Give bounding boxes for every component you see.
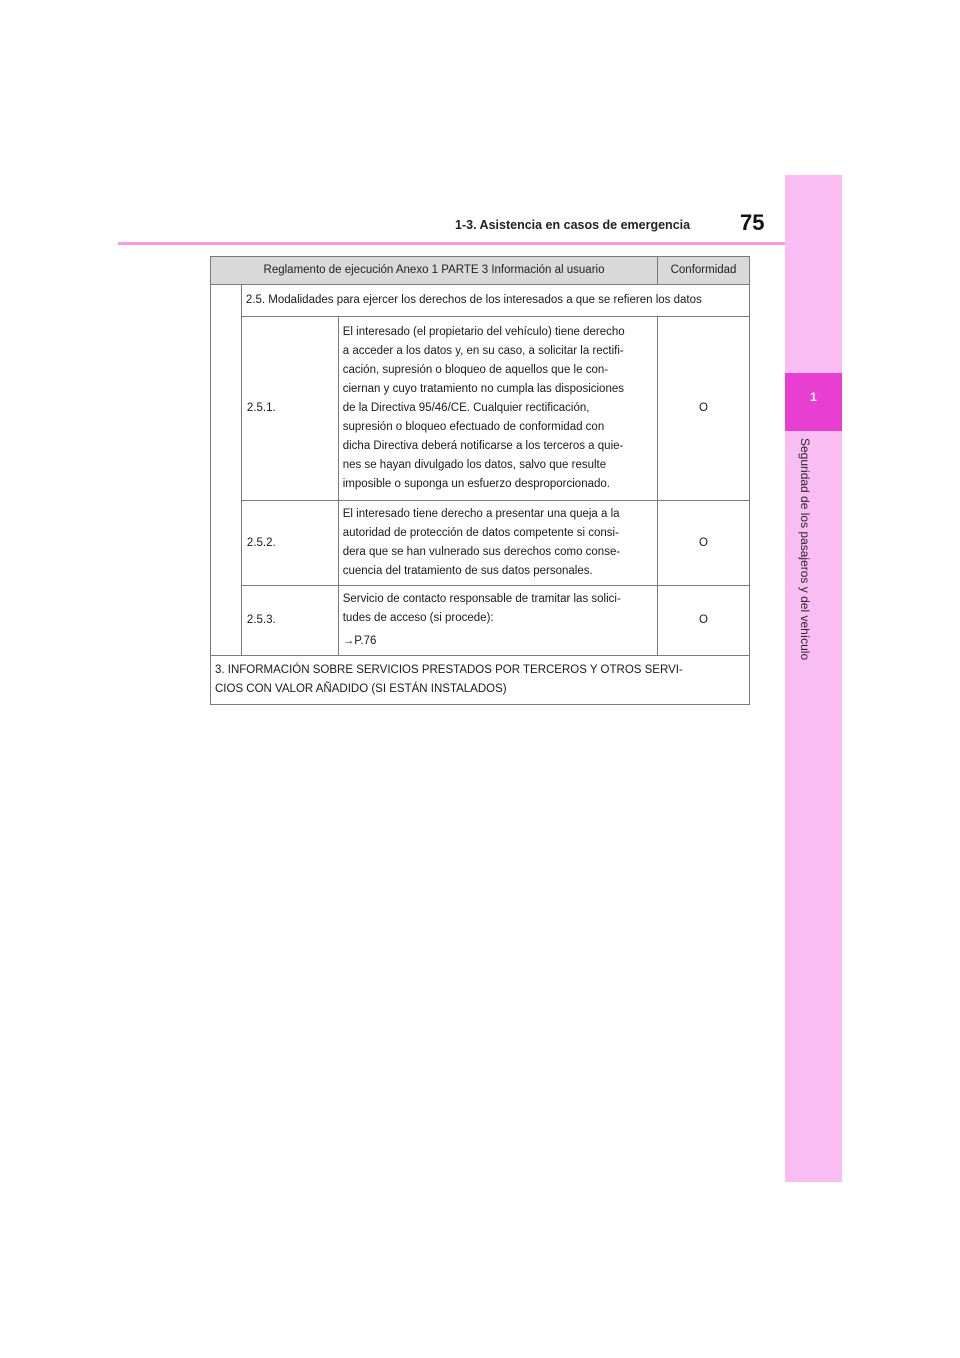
col-header-conformity: Conformidad <box>658 257 750 285</box>
section-3-title <box>211 656 750 705</box>
text-line: El interesado (el propietario del vehículo) tiene derecho <box>342 326 625 338</box>
text-line: dicha Directiva deberá notificarse a los terceros a quie- <box>342 440 624 452</box>
section-title: 1-3. Asistencia en casos de emergencia <box>455 218 691 232</box>
table-row <box>211 317 750 501</box>
text-line: CIOS CON VALOR AÑADIDO (SI ESTÁN INSTALADOS) <box>215 683 507 695</box>
table-row <box>211 656 750 705</box>
text-line: nes se hayan divulgado los datos, salvo que resulte <box>342 459 607 471</box>
text-line: Servicio de contacto responsable de tramitar las solici- <box>342 593 621 605</box>
text-line: de la Directiva 95/46/CE. Cualquier rectificación, <box>342 402 590 414</box>
table-row <box>211 586 750 656</box>
text-line: dera que se han vulnerado sus derechos como conse- <box>342 546 621 558</box>
text-line: supresión o bloqueo efectuado de conformidad con <box>342 421 605 433</box>
text-line: 3. INFORMACIÓN SOBRE SERVICIOS PRESTADOS POR TERCEROS Y OTROS SERVI- <box>215 664 683 676</box>
text-line: cuencia del tratamiento de sus datos personales. <box>342 565 593 577</box>
page-reference: →P.76 <box>342 635 377 647</box>
table-row <box>211 501 750 586</box>
row-conformity: O <box>658 586 750 656</box>
col-header-main: Reglamento de ejecución Anexo 1 PARTE 3 Información al usuario <box>211 257 658 285</box>
text-line: El interesado tiene derecho a presentar una queja a la <box>342 508 620 520</box>
page-number: 75 <box>740 210 765 235</box>
row-description <box>338 501 657 586</box>
header-divider <box>118 242 785 245</box>
text-line: a acceder a los datos y, en su caso, a solicitar la rectifi- <box>342 345 624 357</box>
row-number: 2.5.1. <box>241 317 338 501</box>
chapter-side-tab <box>785 175 842 1182</box>
table-header-row <box>211 257 750 285</box>
section-2-5-title: 2.5. Modalidades para ejercer los derechos de los interesados a que se refieren los datos <box>241 285 749 317</box>
row-conformity: O <box>658 501 750 586</box>
text-line: ciernan y cuyo tratamiento no cumpla las disposiciones <box>342 383 624 395</box>
table-row <box>211 285 750 317</box>
regulation-table <box>210 256 750 705</box>
chapter-number: 1 <box>810 390 817 404</box>
text-line: tudes de acceso (si procede): <box>342 612 494 624</box>
text-line: imposible o suponga un esfuerzo desproporcionado. <box>342 478 610 490</box>
indent-cell <box>211 285 242 656</box>
text-line: cación, supresión o bloqueo de aquellos que le con- <box>342 364 609 376</box>
chapter-title: Seguridad de los pasajeros y del vehículo <box>798 438 812 661</box>
row-conformity: O <box>658 317 750 501</box>
text-line: autoridad de protección de datos competente si consi- <box>342 527 619 539</box>
row-description <box>338 317 657 501</box>
row-description <box>338 586 657 656</box>
row-number: 2.5.2. <box>241 501 338 586</box>
row-number: 2.5.3. <box>241 586 338 656</box>
